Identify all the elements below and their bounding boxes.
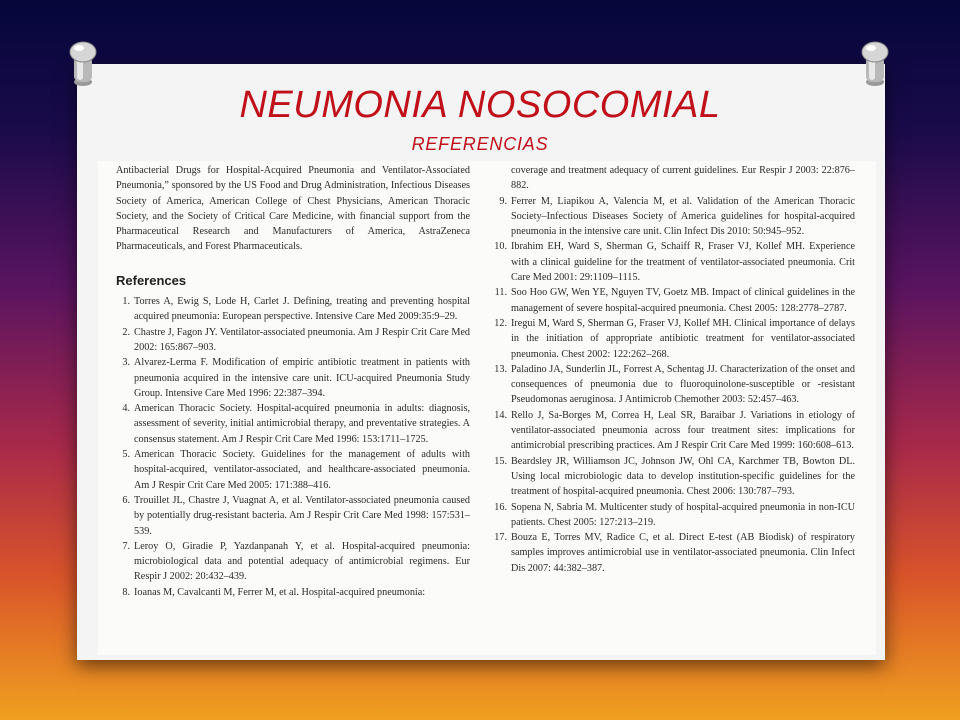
reference-text: Ferrer M, Liapikou A, Valencia M, et al. Validation of the American Thoracic Society–Infectious Diseases Society of America guidelines for hospital-acquired pneumonia in the intensive care unit. Clin Infect Dis 2010: 50:945–952.	[511, 195, 855, 238]
reference-number: 12.	[494, 317, 507, 329]
reference-number: 10.	[494, 241, 507, 253]
reference-number: 11.	[494, 287, 507, 299]
reference-item	[493, 454, 855, 500]
reference-item	[116, 355, 470, 401]
reference-item	[116, 294, 470, 325]
reference-item	[493, 285, 855, 316]
reference-text: Chastre J, Fagon JY. Ventilator-associated pneumonia. Am J Respir Crit Care Med 2002: 165:867–903.	[134, 326, 470, 353]
reference-text: Trouillet JL, Chastre J, Vuagnat A, et al. Ventilator-associated pneumonia caused by potentially drug-resistant bacteria. Am J Respir Crit Care Med 1998: 157:531–539.	[134, 494, 470, 537]
reference-number: 7.	[122, 540, 130, 552]
reference-number: 17.	[494, 532, 507, 544]
reference-item	[493, 500, 855, 531]
reference-item	[116, 447, 470, 493]
slide-title: NEUMONIA NOSOCOMIAL	[239, 84, 721, 126]
reference-item	[493, 239, 855, 285]
left-column	[116, 163, 470, 600]
right-column	[493, 163, 855, 576]
references-heading: References	[116, 272, 187, 288]
reference-continuation: coverage and treatment adequacy of current guidelines. Eur Respir J 2003: 22:876–882.	[511, 165, 855, 192]
pushpin-icon	[858, 38, 892, 88]
scanned-reference-page	[98, 161, 876, 655]
reference-item	[116, 493, 470, 539]
reference-item	[116, 325, 470, 356]
reference-text: Sopena N, Sabria M. Multicenter study of hospital-acquired pneumonia in non-ICU patients. Chest 2005: 127:213–219.	[511, 501, 855, 528]
reference-item	[493, 362, 855, 408]
reference-text: Ioanas M, Cavalcanti M, Ferrer M, et al. Hospital-acquired pneumonia:	[134, 586, 426, 598]
slide-subtitle: REFERENCIAS	[411, 134, 549, 154]
reference-text: American Thoracic Society. Hospital-acquired pneumonia in adults: diagnosis, assessment of severity, initial antimicrobial therapy, and preventative strategies. A consensus statement. Am J Respir Crit Care Med 1996: 153:1711–1725.	[134, 403, 470, 445]
reference-item	[116, 539, 470, 585]
acknowledgement-text: Antibacterial Drugs for Hospital-Acquired Pneumonia and Ventilator-Associated Pneumonia,” sponsored by the US Food and Drug Administration, Infectious Diseases Society of America, American College of Chest Physicians, American Thoracic Society, and the Society of Critical Care Medicine, with financial support from the Pharmaceutical Research and Manufacturers of America, AstraZeneca Pharmaceuticals, and Forest Pharmaceuticals.	[116, 165, 470, 253]
reference-item	[493, 408, 855, 454]
reference-number: 8.	[122, 586, 130, 598]
reference-number: 14.	[494, 409, 507, 421]
reference-text: Soo Hoo GW, Wen YE, Nguyen TV, Goetz MB. Impact of clinical guidelines in the management of severe hospital-acquired pneumonia. Chest 2005: 128:2778–2787.	[511, 287, 855, 314]
reference-number: 6.	[122, 494, 130, 506]
reference-text: Ibrahim EH, Ward S, Sherman G, Schaiff R, Fraser VJ, Kollef MH. Experience with a clinical guideline for the treatment of ventilator-associated pneumonia. Crit Care Med 2001: 29:1109–1115.	[511, 241, 855, 284]
reference-number: 15.	[494, 455, 507, 467]
reference-text: Iregui M, Ward S, Sherman G, Fraser VJ, Kollef MH. Clinical importance of delays in the initiation of appropriate antibiotic treatment for ventilator-associated pneumonia. Chest 2002: 122:262–268.	[511, 317, 855, 360]
reference-item	[493, 194, 855, 240]
reference-text: Torres A, Ewig S, Lode H, Carlet J. Defining, treating and preventing hospital acquired pneumonia: European perspective. Intensive Care Med 2009:35:9–29.	[134, 296, 470, 323]
reference-text: Bouza E, Torres MV, Radice C, et al. Direct E-test (AB Biodisk) of respiratory samples improves antimicrobial use in ventilator-associated pneumonia. Clin Infect Dis 2007: 44:382–387.	[511, 532, 855, 574]
reference-item	[116, 585, 470, 600]
reference-list	[116, 294, 470, 600]
reference-text: Leroy O, Giradie P, Yazdanpanah Y, et al. Hospital-acquired pneumonia: microbiological data and potential adequacy of antimicrobial regimens. Eur Respir J 2002: 20:432–439.	[134, 540, 470, 583]
reference-text: Alvarez-Lerma F. Modification of empiric antibiotic treatment in patients with pneumonia acquired in the intensive care unit. ICU-acquired Pneumonia Study Group. Intensive Care Med 1996: 22:387–394.	[134, 357, 470, 399]
reference-item	[116, 401, 470, 447]
reference-item	[493, 530, 855, 576]
reference-text: Beardsley JR, Williamson JC, Johnson JW, Ohl CA, Karchmer TB, Bowton DL. Using local microbiologic data to develop institution-specific guidelines for the treatment of hospital-acquired pneumonia. Chest 2006: 130:787–793.	[511, 455, 855, 498]
reference-number: 2.	[122, 326, 130, 338]
reference-number: 1.	[122, 296, 130, 308]
reference-number: 5.	[122, 449, 130, 461]
reference-number: 9.	[499, 195, 507, 207]
reference-number: 4.	[122, 403, 130, 415]
reference-text: Paladino JA, Sunderlin JL, Forrest A, Schentag JJ. Characterization of the onset and consequences of pneumonia due to fluoroquinolone-susceptible or -resistant Pseudomonas aeruginosa. J Antimicrob Chemother 2003: 52:457–463.	[511, 363, 855, 406]
reference-item	[493, 316, 855, 362]
reference-number: 13.	[494, 363, 507, 375]
reference-text: Rello J, Sa-Borges M, Correa H, Leal SR, Baraibar J. Variations in etiology of ventilator-associated pneumonia across four treatment sites: implications for antimicrobial prescribing practices. Am J Respir Crit Care Med 1999: 160:608–613.	[511, 409, 855, 452]
reference-list	[493, 194, 855, 576]
reference-number: 3.	[122, 357, 130, 369]
reference-number: 16.	[494, 501, 507, 513]
pushpin-icon	[66, 38, 100, 88]
reference-text: American Thoracic Society. Guidelines for the management of adults with hospital-acquired, ventilator-associated, and healthcare-associated pneumonia. Am J Respir Crit Care Med 2005: 171:388–416.	[134, 449, 470, 491]
